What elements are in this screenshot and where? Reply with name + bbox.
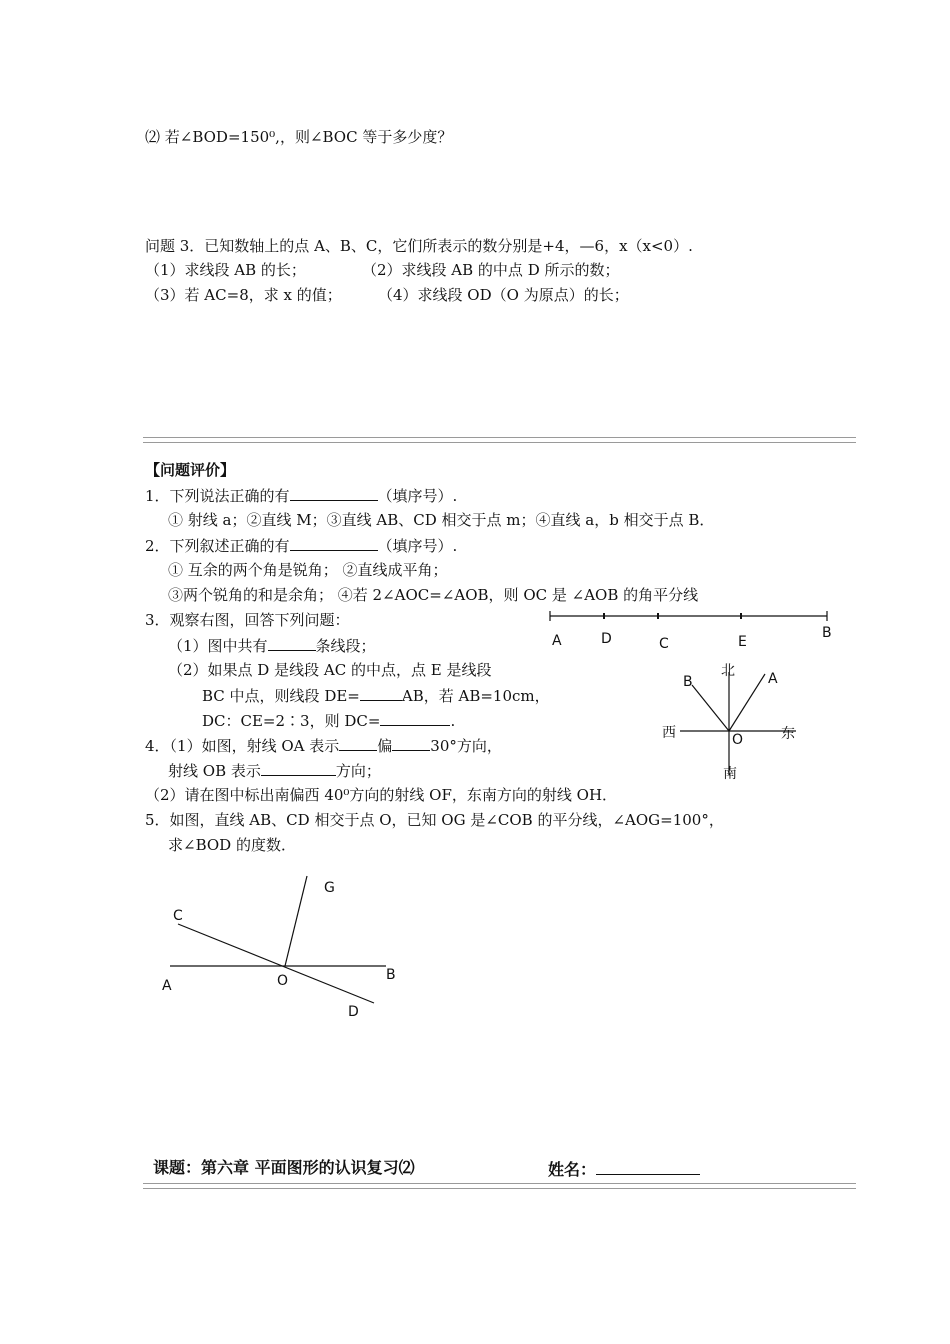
south-label: 南 xyxy=(723,766,737,782)
eval-q4-pian: 偏 xyxy=(377,737,393,755)
q2-sub-question: ⑵ 若∠BOD=150⁰,，则∠BOC 等于多少度？ xyxy=(145,128,453,146)
intersecting-lines-figure xyxy=(150,870,410,1030)
segment-label-b: B xyxy=(822,625,832,641)
eval-q3-part1 xyxy=(168,635,376,656)
segment-label-c: C xyxy=(659,636,669,652)
point-a-label: A xyxy=(162,978,172,994)
ray-og xyxy=(285,876,307,966)
name-blank[interactable] xyxy=(596,1157,700,1175)
ray-ob xyxy=(692,685,729,731)
problem3-part2: （2）求线段 AB 的中点 D 所示的数； xyxy=(362,261,620,279)
eval-q3-part1-suffix: 条线段； xyxy=(315,637,376,655)
eval-q1-options: ① 射线 a；②直线 M；③直线 AB、CD 相交于点 m；④直线 a，b 相交于点 B． xyxy=(168,511,715,529)
eval-q3-part2b xyxy=(202,685,550,706)
eval-q1-blank[interactable] xyxy=(290,485,378,501)
segment-label-e: E xyxy=(738,634,747,650)
problem3-part3: （3）若 AC=8，求 x 的值； xyxy=(145,286,342,304)
compass-figure xyxy=(655,660,805,785)
east-label: 东 xyxy=(781,726,795,742)
eval-q4-part1 xyxy=(145,735,502,756)
eval-q2-line2: ③两个锐角的和是余角； ④若 2∠AOC=∠AOB，则 OC 是 ∠AOB 的角平分线 xyxy=(168,586,699,604)
problem3-title: 问题 3．已知数轴上的点 A、B、C，它们所表示的数分别是+4，—6，x（x<0）. xyxy=(145,237,693,255)
segment-figure xyxy=(540,605,840,655)
eval-q4-ob-blank[interactable] xyxy=(261,760,336,776)
north-label: 北 xyxy=(721,663,735,679)
point-b-label: B xyxy=(386,967,396,983)
eval-q3-de-text: BC 中点，则线段 DE= xyxy=(202,687,360,705)
point-d-label: D xyxy=(348,1004,359,1020)
eval-q3-part2c xyxy=(202,710,455,731)
point-g-label: G xyxy=(324,880,335,896)
problem3-part4: （4）求线段 OD（O 为原点）的长； xyxy=(378,286,629,304)
point-c-label: C xyxy=(173,908,183,924)
point-o-label: O xyxy=(277,973,289,989)
eval-q5-line1: 5．如图，直线 AB、CD 相交于点 O，已知 OG 是∠COB 的平分线，∠AOG=100°， xyxy=(145,811,724,829)
eval-q5-line2: 求∠BOD 的度数． xyxy=(168,836,296,854)
segment-label-d: D xyxy=(601,631,612,647)
eval-q2-suffix: （填序号）. xyxy=(377,537,458,555)
evaluation-heading: 【问题评价】 xyxy=(145,461,236,479)
line-cd xyxy=(178,924,374,1003)
eval-q4-ob-suffix: 方向； xyxy=(335,762,381,780)
segment-label-a: A xyxy=(552,633,562,649)
eval-q4-ob xyxy=(168,760,381,781)
eval-q2-line1: ① 互余的两个角是锐角； ②直线成平角； xyxy=(168,561,448,579)
eval-q4-ob-text: 射线 OB 表示 xyxy=(168,762,261,780)
eval-q4-blank1[interactable] xyxy=(339,735,377,751)
eval-q3-dc-blank[interactable] xyxy=(380,710,450,726)
eval-q3-segments-blank[interactable] xyxy=(268,635,316,651)
eval-q1-suffix: （填序号）. xyxy=(377,487,458,505)
ray-oa xyxy=(729,674,765,731)
eval-q4-blank2[interactable] xyxy=(392,735,430,751)
section-divider xyxy=(143,437,856,443)
eval-q3-dc-text: DC：CE=2∶3，则 DC= xyxy=(202,712,381,730)
eval-q3-title: 3．观察右图，回答下列问题： xyxy=(145,611,350,629)
eval-q3-part2: （2）如果点 D 是线段 AC 的中点，点 E 是线段 xyxy=(168,661,492,679)
name-label: 姓名： xyxy=(548,1160,597,1179)
eval-q2 xyxy=(145,535,457,556)
eval-q2-blank[interactable] xyxy=(290,535,378,551)
problem3-part1: （1）求线段 AB 的长； xyxy=(145,261,306,279)
west-label: 西 xyxy=(662,725,676,741)
footer-divider xyxy=(143,1183,856,1189)
eval-q4-degree: 30°方向， xyxy=(430,737,502,755)
eval-q1 xyxy=(145,485,457,506)
point-b-label: B xyxy=(683,674,693,690)
eval-q3-part1-text: （1）图中共有 xyxy=(168,637,268,655)
origin-o-label: O xyxy=(732,732,744,748)
eval-q1-prefix: 1．下列说法正确的有 xyxy=(145,487,290,505)
course-title: 课题：第六章 平面图形的认识复习⑵ xyxy=(153,1158,415,1177)
eval-q4-oa-text: 4．（1）如图，射线 OA 表示 xyxy=(145,737,340,755)
eval-q2-prefix: 2．下列叙述正确的有 xyxy=(145,537,290,555)
eval-q3-dc-suffix: . xyxy=(450,712,456,730)
eval-q3-de-blank[interactable] xyxy=(360,685,402,701)
point-a-label: A xyxy=(768,671,778,687)
name-field xyxy=(548,1157,700,1181)
eval-q3-ab-text: AB，若 AB=10cm， xyxy=(401,687,550,705)
eval-q4-part2: （2）请在图中标出南偏西 40⁰方向的射线 OF，东南方向的射线 OH． xyxy=(145,786,618,804)
